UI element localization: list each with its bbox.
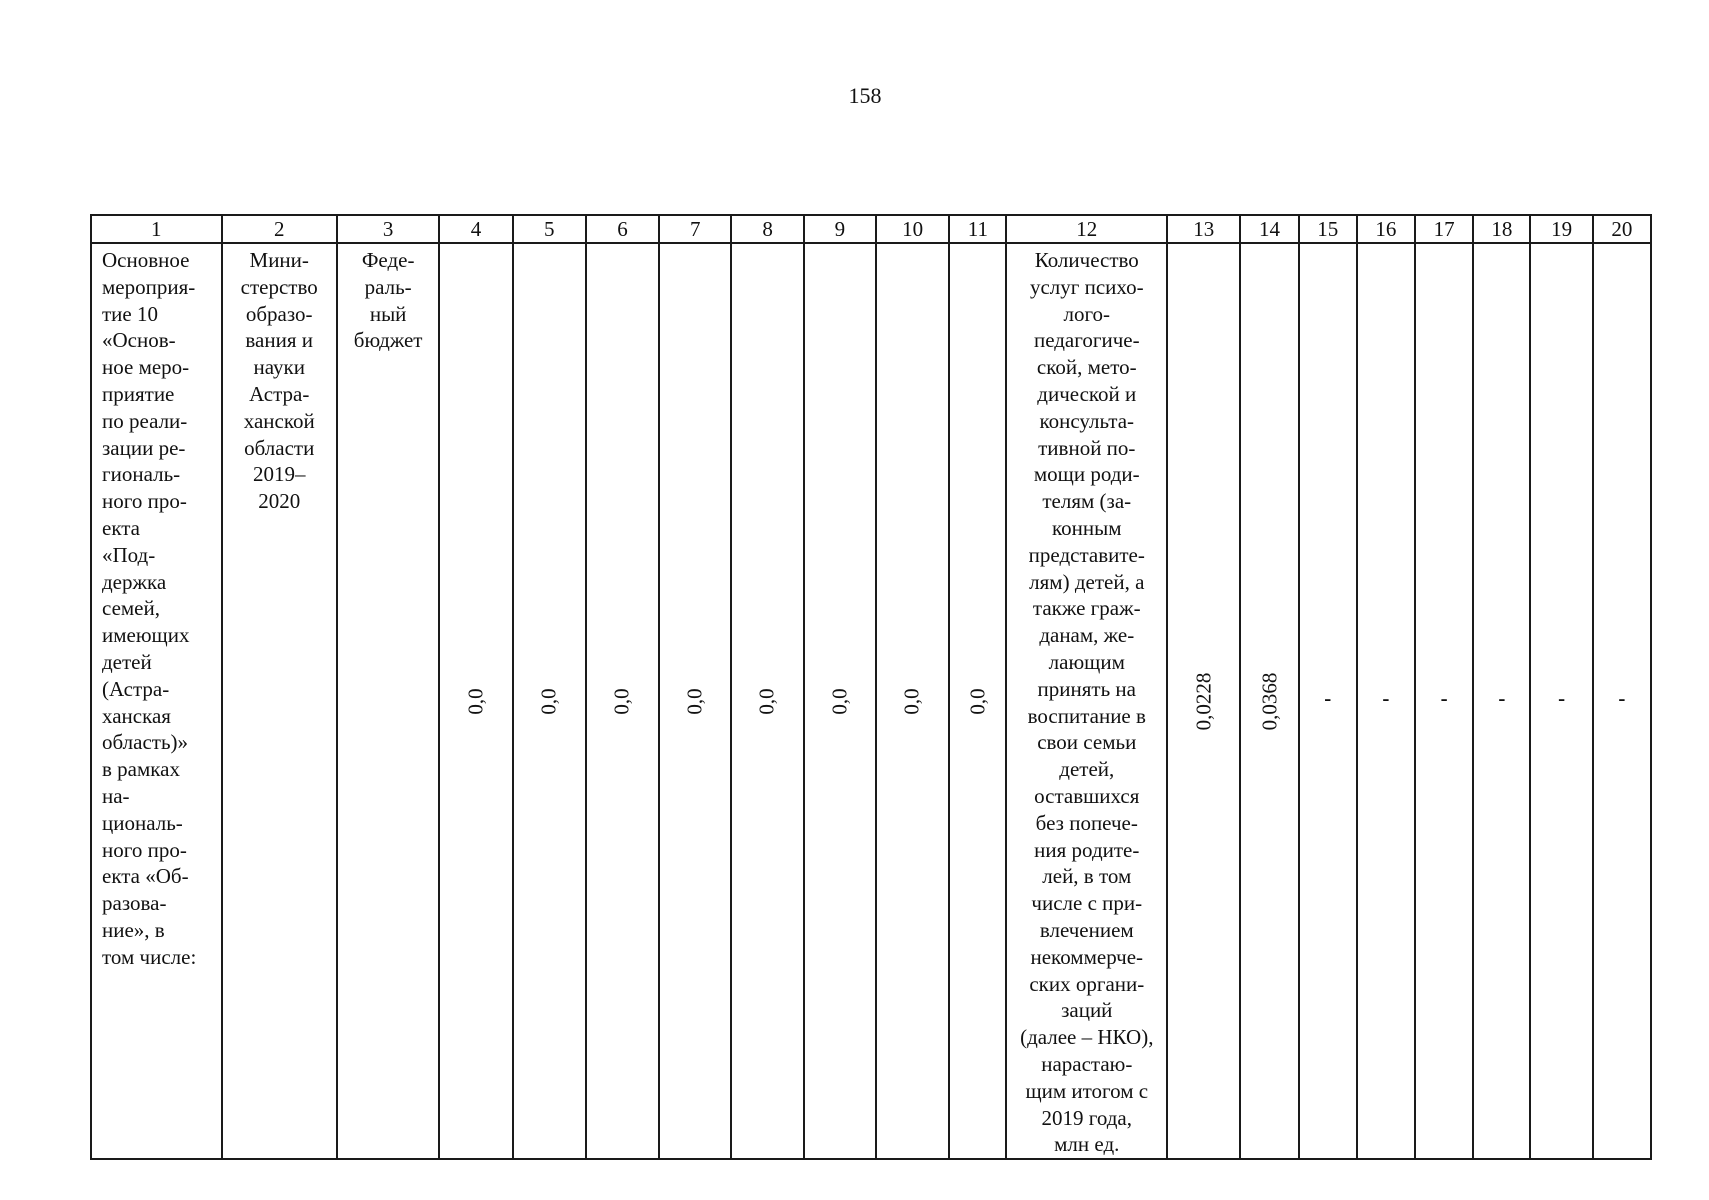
dash-mark: - — [1324, 686, 1332, 711]
text-line: Феде- — [361, 248, 415, 272]
text-line: «Под- — [102, 542, 156, 567]
column-number: 6 — [586, 215, 659, 243]
text-line: тие 10 — [102, 301, 158, 326]
column-number: 8 — [731, 215, 803, 243]
text-line: тивной по- — [1038, 435, 1136, 460]
text-line: педагогиче- — [1033, 328, 1140, 353]
text-line: екта «Об- — [102, 864, 189, 889]
text-line: циональ- — [102, 810, 183, 835]
value-cell-col-6 — [586, 243, 659, 1159]
text-line: ного про- — [102, 837, 187, 862]
text-line: детей — [102, 649, 152, 674]
column-number: 14 — [1240, 215, 1298, 243]
text-line: некоммерче- — [1030, 944, 1144, 969]
column-number: 2 — [222, 215, 337, 243]
value-cell-col-7 — [659, 243, 731, 1159]
value-cell-col-14 — [1240, 243, 1298, 1159]
text-line: на- — [102, 783, 130, 808]
text-line: числе с при- — [1031, 891, 1143, 916]
column-number: 20 — [1593, 215, 1651, 243]
text-line: млн ед. — [1054, 1132, 1120, 1157]
value-cell-col-20 — [1593, 243, 1651, 1159]
text-line: Астра- — [249, 381, 310, 406]
text-line: заций — [1061, 998, 1113, 1023]
value-text: 0,0 — [463, 687, 488, 715]
text-line: лей, в том — [1042, 864, 1132, 889]
text-line: стерство — [240, 274, 318, 299]
text-line: Мини- — [249, 248, 309, 272]
value-text: 0,0 — [827, 687, 852, 715]
value-text: 0,0 — [536, 687, 561, 715]
text-line: бюджет — [353, 328, 423, 353]
text-line: имеющих — [102, 623, 190, 648]
value-cell-col-17 — [1415, 243, 1473, 1159]
text-line: Количество — [1034, 248, 1139, 272]
text-line: влечением — [1039, 917, 1134, 942]
dash-mark: - — [1440, 686, 1448, 711]
text-line: принять на — [1037, 676, 1136, 701]
value-cell-col-18 — [1473, 243, 1530, 1159]
text-line: дической и — [1037, 381, 1137, 406]
text-line: лающим — [1048, 649, 1125, 674]
dash-mark: - — [1618, 686, 1626, 711]
column-number: 16 — [1357, 215, 1415, 243]
column-number: 17 — [1415, 215, 1473, 243]
column-number: 7 — [659, 215, 731, 243]
text-line: держка — [102, 569, 167, 594]
text-line: ских органи- — [1029, 971, 1145, 996]
column-number: 3 — [337, 215, 439, 243]
activity-name-cell — [91, 243, 222, 1159]
text-line: разова- — [102, 891, 167, 916]
text-line: по реали- — [102, 408, 188, 433]
text-line: екта — [102, 515, 141, 540]
text-line: гиональ- — [102, 462, 181, 487]
page-number: 158 — [848, 83, 882, 108]
value-text: 0,0 — [682, 687, 707, 715]
column-number: 12 — [1006, 215, 1167, 243]
value-text: 0,0 — [900, 687, 925, 715]
column-number: 9 — [804, 215, 876, 243]
text-line: нарастаю- — [1041, 1051, 1133, 1076]
text-line: раль- — [364, 274, 412, 299]
text-line: ние», в — [102, 917, 165, 942]
text-line: (далее – НКО), — [1020, 1025, 1154, 1050]
text-line: данам, же- — [1039, 623, 1135, 648]
value-cell-col-4 — [439, 243, 512, 1159]
value-text: 0,0228 — [1191, 672, 1216, 730]
text-line: том числе: — [102, 944, 197, 969]
text-line: (Астра- — [102, 676, 170, 701]
text-line: в рамках — [102, 757, 180, 782]
indicator-cell — [1006, 243, 1167, 1159]
text-line: ный — [369, 301, 407, 326]
dash-mark: - — [1558, 686, 1566, 711]
text-line: ханской — [243, 408, 315, 433]
value-cell-col-15 — [1299, 243, 1357, 1159]
text-line: приятие — [102, 381, 175, 406]
value-cell-col-5 — [513, 243, 586, 1159]
value-cell-col-16 — [1357, 243, 1415, 1159]
executor-cell — [222, 243, 337, 1159]
text-line: вания и — [245, 328, 314, 353]
text-line: оставшихся — [1034, 783, 1140, 808]
text-line: свои семьи — [1037, 730, 1137, 755]
text-line: 2019– — [252, 462, 306, 487]
activity-name-text — [92, 244, 221, 971]
value-cell-col-19 — [1530, 243, 1592, 1159]
text-line: 2019 года, — [1041, 1105, 1133, 1130]
text-line: «Основ- — [102, 328, 176, 353]
program-table — [90, 214, 1652, 1160]
value-text: 0,0 — [755, 687, 780, 715]
column-number: 15 — [1299, 215, 1357, 243]
dash-mark: - — [1498, 686, 1506, 711]
text-line: мероприя- — [102, 274, 196, 299]
text-line: лям) детей, а — [1029, 569, 1145, 594]
column-number: 5 — [513, 215, 586, 243]
text-line: ханская — [102, 703, 171, 728]
column-number: 19 — [1530, 215, 1592, 243]
text-line: без попече- — [1035, 810, 1138, 835]
text-line: детей, — [1059, 757, 1115, 782]
text-line: области — [244, 435, 315, 460]
value-text: 0,0 — [610, 687, 635, 715]
text-line: Основное — [102, 248, 190, 272]
column-number: 10 — [876, 215, 949, 243]
text-line: семей, — [102, 596, 160, 621]
text-line: науки — [253, 355, 305, 380]
value-text: 0,0368 — [1257, 672, 1282, 730]
text-line: консульта- — [1039, 408, 1135, 433]
text-line: щим итогом с — [1025, 1078, 1149, 1103]
indicator-text — [1007, 244, 1166, 1158]
value-cell-col-10 — [876, 243, 949, 1159]
value-cell-col-13 — [1167, 243, 1240, 1159]
table-row — [91, 243, 1651, 1159]
text-line: ного про- — [102, 489, 187, 514]
executor-text — [223, 244, 336, 515]
value-cell-col-11 — [949, 243, 1006, 1159]
text-line: ской, мето- — [1036, 355, 1137, 380]
text-line: 2020 — [258, 489, 301, 514]
text-line: область)» — [102, 730, 189, 755]
funding-source-cell — [337, 243, 439, 1159]
value-cell-col-8 — [731, 243, 803, 1159]
text-line: лого- — [1063, 301, 1111, 326]
text-line: представите- — [1028, 542, 1145, 567]
value-text: 0,0 — [965, 687, 990, 715]
text-line: ное меро- — [102, 355, 190, 380]
column-number: 1 — [91, 215, 222, 243]
text-line: образо- — [245, 301, 313, 326]
funding-source-text — [338, 244, 438, 354]
column-number: 13 — [1167, 215, 1240, 243]
text-line: мощи роди- — [1033, 462, 1140, 487]
dash-mark: - — [1382, 686, 1390, 711]
value-cell-col-9 — [804, 243, 876, 1159]
text-line: также граж- — [1032, 596, 1141, 621]
column-number: 18 — [1473, 215, 1530, 243]
column-number: 11 — [949, 215, 1006, 243]
text-line: услуг психо- — [1029, 274, 1144, 299]
text-line: ния родите- — [1034, 837, 1140, 862]
column-numbers-row — [91, 215, 1651, 243]
text-line: конным — [1052, 515, 1122, 540]
text-line: зации ре- — [102, 435, 186, 460]
text-line: телям (за- — [1042, 489, 1132, 514]
column-number: 4 — [439, 215, 512, 243]
text-line: воспитание в — [1027, 703, 1146, 728]
